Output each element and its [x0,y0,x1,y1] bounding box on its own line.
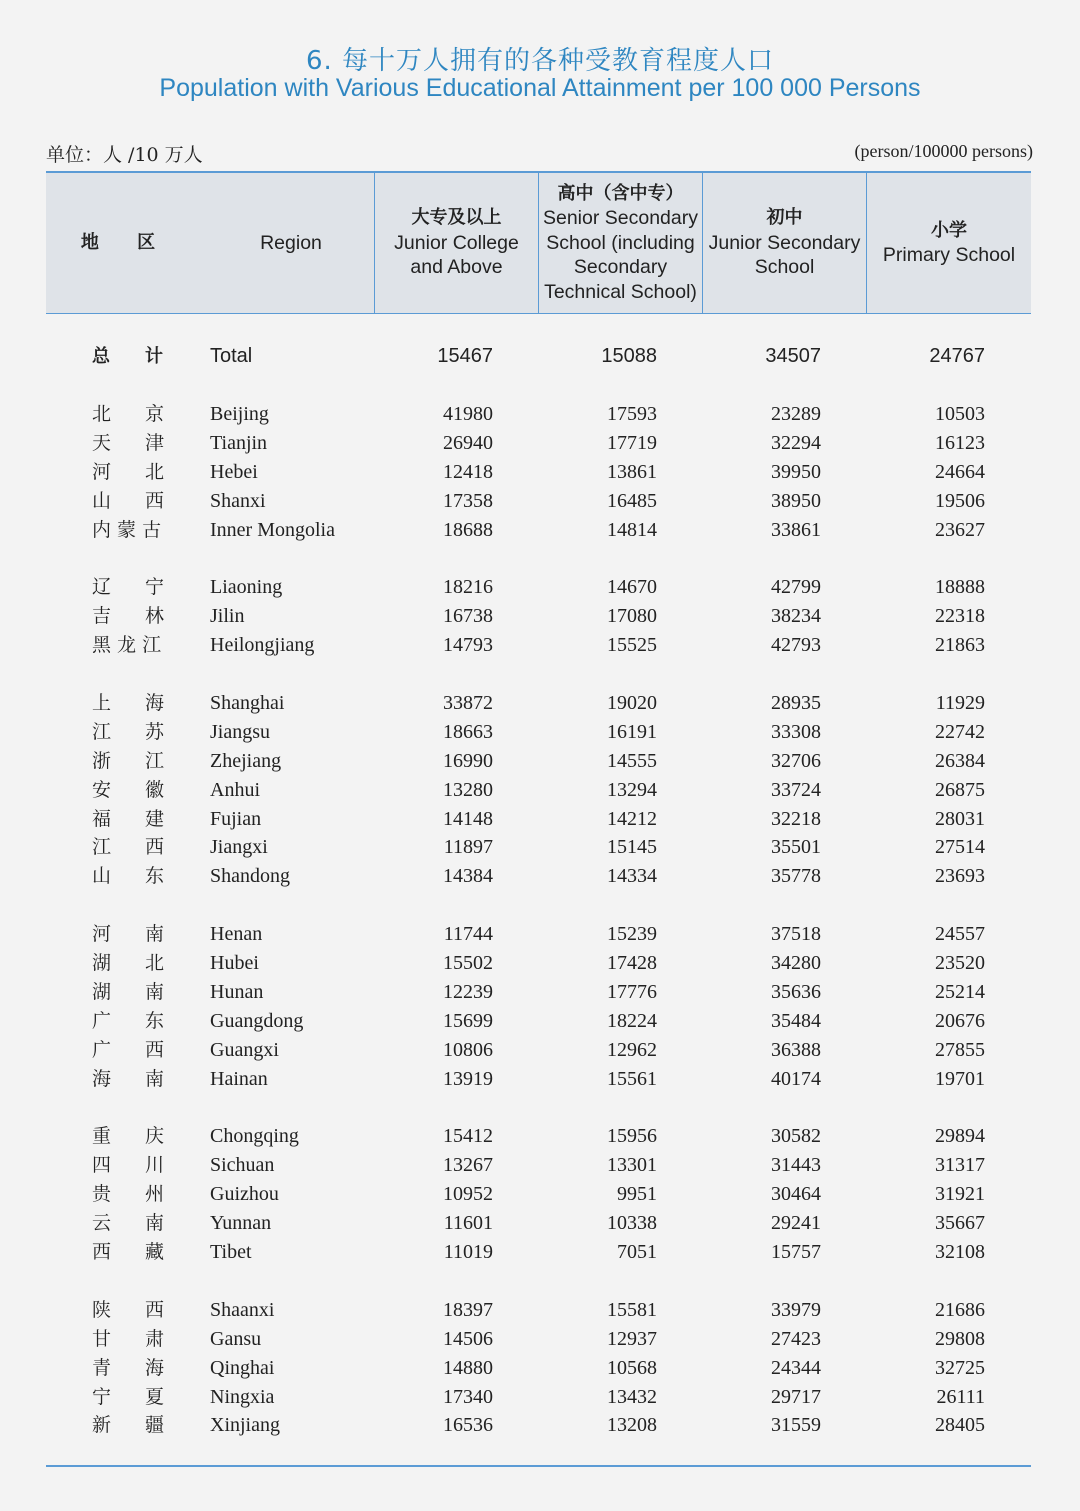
header-region-en: Region [260,231,322,254]
cell-senior: 13301 [607,1154,657,1176]
header-senior-en-4: Technical School) [544,280,697,303]
cell-primary: 11929 [935,692,985,714]
cell-region: Liaoning [210,576,283,598]
cell-zh: 上 [92,692,112,714]
cell-primary: 24767 [929,345,985,367]
unit-label-chinese: 单位：人 /10 万人 [46,144,203,166]
cell-zh: 北 [92,403,112,425]
cell-junior: 32294 [771,432,821,454]
cell-college: 41980 [443,403,493,425]
cell-zh: 海 [145,1357,165,1379]
cell-college: 14506 [443,1328,493,1350]
header-primary [867,173,1031,313]
cell-zh: 河 [92,923,112,945]
cell-zh: 广 [92,1039,112,1061]
cell-zh: 西 [145,836,165,858]
cell-senior: 17593 [607,403,657,425]
header-college-zh: 大专及以上 [411,207,502,229]
cell-zh: 川 [145,1154,165,1176]
cell-zh: 青 [92,1357,112,1379]
cell-senior: 14670 [607,576,657,598]
cell-zh: 庆 [145,1125,165,1147]
cell-region: Hunan [210,981,264,1003]
cell-senior: 12962 [607,1039,657,1061]
cell-primary: 16123 [935,432,985,454]
cell-senior: 17080 [607,605,657,627]
table-row [46,978,1031,1007]
table-row [46,631,1031,660]
table-row [46,1065,1031,1094]
cell-zh: 甘 [92,1328,112,1350]
cell-primary: 32725 [935,1357,985,1379]
table-row [46,400,1031,429]
cell-zh: 林 [145,605,165,627]
table-row [46,833,1031,862]
cell-region: Tibet [210,1241,252,1263]
cell-college: 13919 [443,1068,493,1090]
cell-zh: 湖 [92,952,112,974]
cell-primary: 28031 [935,808,985,830]
cell-junior: 36388 [771,1039,821,1061]
cell-college: 10806 [443,1039,493,1061]
cell-senior: 17428 [607,952,657,974]
cell-zh: 东 [145,865,165,887]
cell-zh: 南 [145,1068,165,1090]
cell-primary: 27514 [935,836,985,858]
cell-zh: 总 [92,346,110,367]
cell-zh: 海 [92,1068,112,1090]
table-row [46,602,1031,631]
cell-college: 13267 [443,1154,493,1176]
cell-junior: 29717 [771,1386,821,1408]
cell-region: Yunnan [210,1212,272,1234]
header-primary-en: Primary School [882,244,1016,266]
cell-primary: 18888 [935,576,985,598]
cell-college: 10952 [443,1183,493,1205]
cell-college: 14384 [443,865,493,887]
cell-junior: 42793 [771,634,821,656]
cell-senior: 15239 [607,923,657,945]
cell-zh: 徽 [145,779,165,801]
cell-college: 14793 [443,634,493,656]
cell-region: Jiangsu [210,721,270,743]
cell-region: Guangdong [210,1010,304,1032]
cell-zh: 东 [145,1010,165,1032]
cell-primary: 23627 [935,519,985,541]
cell-zh: 江 [92,836,112,858]
cell-primary: 23693 [935,865,985,887]
cell-primary: 19701 [935,1068,985,1090]
cell-zh: 海 [145,692,165,714]
cell-college: 11744 [443,923,493,945]
cell-primary: 24557 [935,923,985,945]
table-row [46,1036,1031,1065]
cell-primary: 35667 [935,1212,985,1234]
table-row [46,805,1031,834]
cell-senior: 14555 [607,750,657,772]
cell-zh: 西 [145,1299,165,1321]
cell-zh: 南 [145,1212,165,1234]
cell-primary: 22742 [935,721,985,743]
cell-senior: 15581 [607,1299,657,1321]
cell-zh: 安 [92,779,112,801]
cell-junior: 33308 [771,721,821,743]
table-row [46,1180,1031,1209]
cell-junior: 28935 [771,692,821,714]
table-row [46,1209,1031,1238]
header-senior-zh: 高中（含中专） [557,182,684,204]
cell-zh: 西 [92,1241,112,1263]
cell-senior: 12937 [607,1328,657,1350]
cell-zh: 肃 [145,1328,165,1350]
cell-region: Zhejiang [210,750,282,772]
header-junior-zh: 初中 [766,207,803,229]
table-row [46,516,1031,545]
cell-zh: 津 [145,432,165,454]
cell-zh: 西 [145,490,165,512]
cell-college: 15467 [437,345,493,367]
cell-senior: 7051 [617,1241,657,1263]
cell-junior: 24344 [771,1357,821,1379]
cell-junior: 23289 [771,403,821,425]
cell-primary: 32108 [935,1241,985,1263]
cell-zh: 夏 [145,1386,165,1408]
cell-zh: 宁 [145,576,165,598]
cell-junior: 40174 [771,1068,821,1090]
header-junior-en-2: School [754,256,815,279]
table-row [46,949,1031,978]
cell-zh: 重 [92,1125,112,1147]
cell-junior: 30464 [771,1183,821,1205]
cell-college: 26940 [443,432,493,454]
cell-senior: 15956 [607,1125,657,1147]
cell-zh: 吉 [92,605,112,627]
cell-zh: 山 [92,490,112,512]
cell-college: 15699 [443,1010,493,1032]
cell-zh: 湖 [92,981,112,1003]
cell-junior: 33861 [771,519,821,541]
cell-zh: 天 [92,432,112,454]
cell-zh: 山 [92,865,112,887]
cell-zh: 江 [145,750,165,772]
cell-junior: 30582 [771,1125,821,1147]
cell-zh: 疆 [145,1414,165,1436]
cell-zh: 云 [92,1212,112,1234]
cell-college: 11897 [443,836,493,858]
cell-college: 15412 [443,1125,493,1147]
cell-zh: 河 [92,461,112,483]
cell-zh: 辽 [92,576,112,598]
cell-region: Tianjin [210,432,268,454]
cell-junior: 34280 [771,952,821,974]
cell-zh: 藏 [145,1241,165,1263]
table-row [46,429,1031,458]
cell-college: 11601 [443,1212,493,1234]
cell-college: 13280 [443,779,493,801]
table-bottom-rule [46,1465,1031,1467]
cell-junior: 35501 [771,836,821,858]
cell-junior: 38234 [771,605,821,627]
table-row [46,1007,1031,1036]
cell-region: Chongqing [210,1125,299,1147]
cell-region: Guizhou [210,1183,279,1205]
cell-primary: 29894 [935,1125,985,1147]
cell-college: 17340 [443,1386,493,1408]
table-row [46,1411,1031,1440]
table-header [46,171,1031,314]
cell-college: 12239 [443,981,493,1003]
cell-region: Anhui [210,779,260,801]
cell-senior: 13861 [607,461,657,483]
cell-primary: 28405 [935,1414,985,1436]
cell-region: Qinghai [210,1357,275,1379]
title-english: Population with Various Educational Attainment per 100 000 Persons [159,74,921,102]
cell-zh: 州 [145,1183,165,1205]
cell-senior: 14814 [607,519,657,541]
cell-junior: 39950 [771,461,821,483]
table-row [46,718,1031,747]
cell-zh: 内 蒙 古 [92,519,162,541]
table-row [46,1325,1031,1354]
table-row [46,573,1031,602]
cell-senior: 13208 [607,1414,657,1436]
table-row [46,1383,1031,1412]
cell-primary: 20676 [935,1010,985,1032]
table-row [46,862,1031,891]
cell-zh: 福 [92,808,112,830]
cell-college: 16738 [443,605,493,627]
cell-zh: 陕 [92,1299,112,1321]
header-senior-en-2: School (including [546,231,695,254]
cell-college: 16990 [443,750,493,772]
cell-college: 15502 [443,952,493,974]
cell-junior: 31443 [771,1154,821,1176]
header-college-en-1: Junior College [394,231,519,254]
cell-primary: 25214 [935,981,985,1003]
cell-primary: 29808 [935,1328,985,1350]
cell-senior: 19020 [607,692,657,714]
cell-senior: 13294 [607,779,657,801]
cell-senior: 15561 [607,1068,657,1090]
cell-college: 12418 [443,461,493,483]
header-primary-zh: 小学 [931,219,967,241]
header-junior [703,173,866,313]
cell-primary: 10503 [935,403,985,425]
cell-region: Hainan [210,1068,268,1090]
unit-label-english: (person/100000 persons) [854,141,1033,161]
cell-junior: 33979 [771,1299,821,1321]
cell-region: Beijing [210,403,269,425]
cell-region: Henan [210,923,263,945]
header-college-en-2: and Above [410,256,503,279]
cell-junior: 32218 [771,808,821,830]
cell-junior: 35636 [771,981,821,1003]
cell-senior: 18224 [607,1010,657,1032]
cell-zh: 浙 [92,750,112,772]
cell-senior: 14212 [607,808,657,830]
table-row [46,1296,1031,1325]
header-region [206,173,376,313]
cell-senior: 14334 [607,865,657,887]
education-table [46,171,1031,1466]
cell-senior: 16191 [607,721,657,743]
table-row [46,487,1031,516]
header-college [375,173,538,313]
cell-primary: 24664 [935,461,985,483]
cell-junior: 31559 [771,1414,821,1436]
cell-primary: 26111 [936,1386,985,1408]
cell-junior: 34507 [765,345,821,367]
header-senior-en-3: Secondary [573,256,668,279]
title-chinese: 6. 每十万人拥有的各种受教育程度人口 [305,46,775,76]
cell-zh: 宁 [92,1386,112,1408]
cell-junior: 35778 [771,865,821,887]
table-row [46,689,1031,718]
cell-primary: 22318 [935,605,985,627]
cell-primary: 31317 [935,1154,985,1176]
cell-senior: 10568 [607,1357,657,1379]
cell-senior: 17719 [607,432,657,454]
cell-zh: 南 [145,923,165,945]
header-area-zh: 地 区 [80,231,172,253]
cell-region: Heilongjiang [210,634,315,656]
cell-junior: 32706 [771,750,821,772]
table-row [46,1238,1031,1267]
cell-junior: 42799 [771,576,821,598]
cell-senior: 15525 [607,634,657,656]
table-row [46,1151,1031,1180]
cell-zh: 南 [145,981,165,1003]
cell-primary: 23520 [935,952,985,974]
cell-college: 18688 [443,519,493,541]
cell-region: Hebei [210,461,258,483]
cell-junior: 29241 [771,1212,821,1234]
header-senior [539,173,702,313]
cell-primary: 26875 [935,779,985,801]
table-row [46,920,1031,949]
cell-region: Fujian [210,808,262,830]
cell-college: 11019 [443,1241,493,1263]
cell-primary: 21863 [935,634,985,656]
cell-zh: 广 [92,1010,112,1032]
cell-region: Shandong [210,865,290,887]
cell-region: Guangxi [210,1039,279,1061]
cell-junior: 38950 [771,490,821,512]
cell-zh: 贵 [92,1183,112,1205]
cell-college: 18663 [443,721,493,743]
cell-college: 18216 [443,576,493,598]
cell-junior: 15757 [771,1241,821,1263]
cell-region: Jiangxi [210,836,268,858]
cell-zh: 新 [92,1414,112,1436]
cell-college: 14148 [443,808,493,830]
cell-zh: 建 [145,808,165,830]
table-body [46,314,1031,1466]
cell-junior: 27423 [771,1328,821,1350]
cell-region: Total [210,345,253,367]
cell-region: Shanxi [210,490,266,512]
cell-zh: 北 [145,461,165,483]
cell-zh: 京 [145,403,165,425]
cell-junior: 33724 [771,779,821,801]
table-row [46,1354,1031,1383]
cell-senior: 9951 [617,1183,657,1205]
cell-junior: 37518 [771,923,821,945]
cell-senior: 13432 [607,1386,657,1408]
cell-region: Ningxia [210,1386,275,1408]
header-senior-en-1: Senior Secondary [542,207,698,230]
cell-region: Jilin [210,605,245,627]
cell-college: 17358 [443,490,493,512]
cell-region: Shaanxi [210,1299,275,1321]
cell-senior: 10338 [607,1212,657,1234]
header-junior-en-1: Junior Secondary [708,231,861,254]
table-row [46,1122,1031,1151]
table-row [46,458,1031,487]
cell-region: Inner Mongolia [210,519,335,541]
table-row [46,747,1031,776]
cell-region: Xinjiang [210,1414,280,1436]
cell-college: 16536 [443,1414,493,1436]
table-row [46,776,1031,805]
cell-college: 18397 [443,1299,493,1321]
cell-primary: 26384 [935,750,985,772]
cell-zh: 苏 [145,721,165,743]
cell-primary: 21686 [935,1299,985,1321]
cell-college: 33872 [443,692,493,714]
cell-zh: 计 [145,346,163,367]
cell-junior: 35484 [771,1010,821,1032]
header-area [46,173,206,313]
cell-zh: 黑 龙 江 [92,634,162,656]
cell-college: 14880 [443,1357,493,1379]
cell-zh: 西 [145,1039,165,1061]
cell-region: Sichuan [210,1154,275,1176]
cell-senior: 15145 [607,836,657,858]
cell-senior: 16485 [607,490,657,512]
cell-primary: 19506 [935,490,985,512]
cell-senior: 15088 [601,345,657,367]
cell-zh: 四 [92,1154,112,1176]
cell-region: Hubei [210,952,259,974]
cell-region: Shanghai [210,692,285,714]
cell-primary: 31921 [935,1183,985,1205]
cell-zh: 江 [92,721,112,743]
cell-senior: 17776 [607,981,657,1003]
cell-zh: 北 [145,952,165,974]
cell-region: Gansu [210,1328,262,1350]
cell-primary: 27855 [935,1039,985,1061]
table-row-total [46,342,1031,371]
